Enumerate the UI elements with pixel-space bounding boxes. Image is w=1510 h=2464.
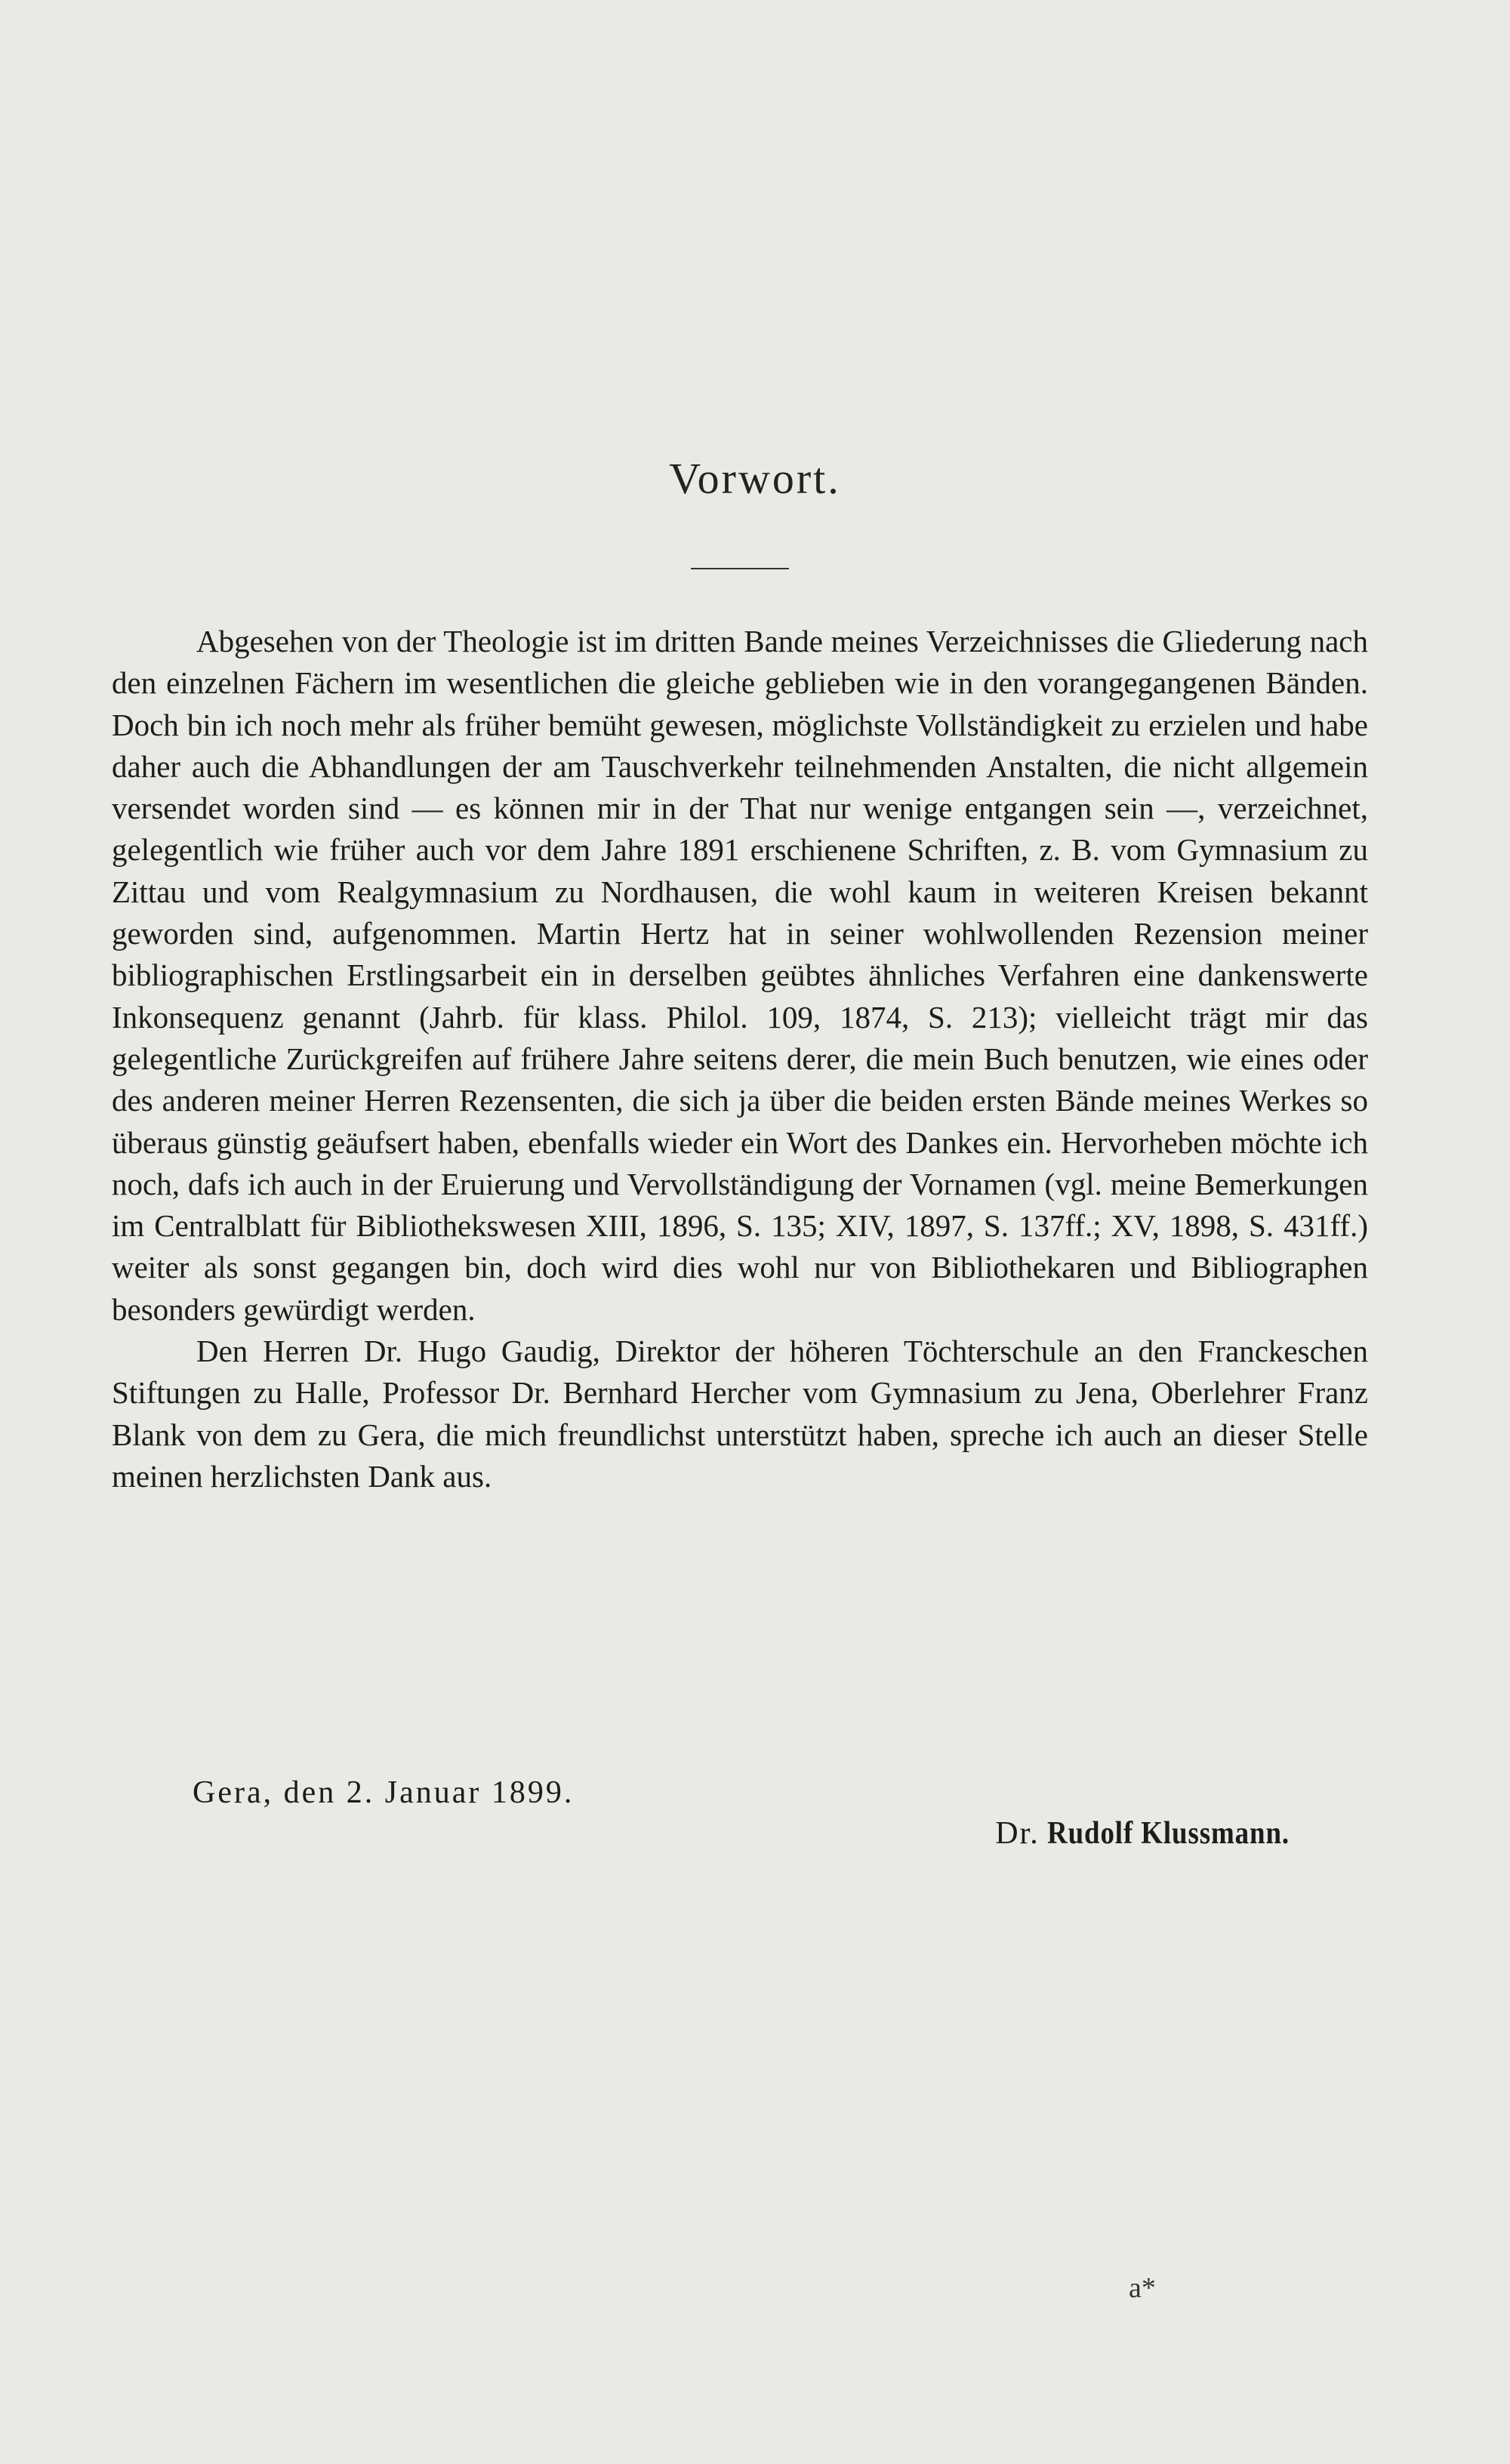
paragraph-2: Den Herren Dr. Hugo Gaudig, Direktor der höheren Töchterschule an den Franckeschen Stiftungen zu Halle, Professor Dr. Bernhard Hercher vom Gymnasium zu Jena, Oberlehrer Franz Blank von dem zu Gera, die mich freundlichst unterstützt haben, spreche ich auch an dieser Stelle meinen herzlichsten Dank aus. <box>112 1334 1368 1494</box>
printer-signature-mark: a* <box>1129 2272 1156 2304</box>
signature-title: Dr. <box>995 1816 1040 1851</box>
preface-body <box>112 621 1368 1497</box>
paragraph-1: Abgesehen von der Theologie ist im dritten Bande meines Verzeichnisses die Gliederung nach den einzelnen Fächern im wesentlichen die gleiche geblieben wie in den vorangegangenen Bänden. Doch bin ich noch mehr als früher bemüht gewesen, möglichste Vollständigkeit zu erzielen und habe daher auch die Abhandlungen der am Tauschverkehr teilnehmenden Anstalten, die nicht allgemein versendet worden sind — es können mir in der That nur wenige entgangen sein —, verzeichnet, gelegentlich wie früher auch vor dem Jahre 1891 erschienene Schriften, z. B. vom Gymnasium zu Zittau und vom Realgymnasium zu Nordhausen, die wohl kaum in weiteren Kreisen bekannt geworden sind, aufgenommen. Martin Hertz hat in seiner wohlwollenden Rezension meiner bibliographischen Erstlingsarbeit ein in derselben geübtes ähnliches Verfahren eine dankenswerte Inkonsequenz genannt (Jahrb. für klass. Philol. 109, 1874, S. 213); vielleicht trägt mir das gelegentliche Zurückgreifen auf frühere Jahre seitens derer, die mein Buch benutzen, wie eines oder des anderen meiner Herren Rezensenten, die sich ja über die beiden ersten Bände meines Werkes so überaus günstig geäufsert haben, ebenfalls wieder ein Wort des Dankes ein. Hervorheben möchte ich noch, dafs ich auch in der Eruierung und Vervollständigung der Vornamen (vgl. meine Bemerkungen im Centralblatt für Bibliothekswesen XIII, 1896, S. 135; XIV, 1897, S. 137ff.; XV, 1898, S. 431ff.) weiter als sonst gegangen bin, doch wird dies wohl nur von Bibliothekaren und Bibliographen besonders gewürdigt werden. <box>112 624 1368 1327</box>
signature-name: Rudolf Klussmann. <box>1047 1816 1290 1851</box>
place-date: Gera, den 2. Januar 1899. <box>193 1775 575 1810</box>
signature <box>995 1815 1323 1852</box>
page-title: Vorwort. <box>669 454 841 503</box>
title-divider <box>691 568 789 569</box>
